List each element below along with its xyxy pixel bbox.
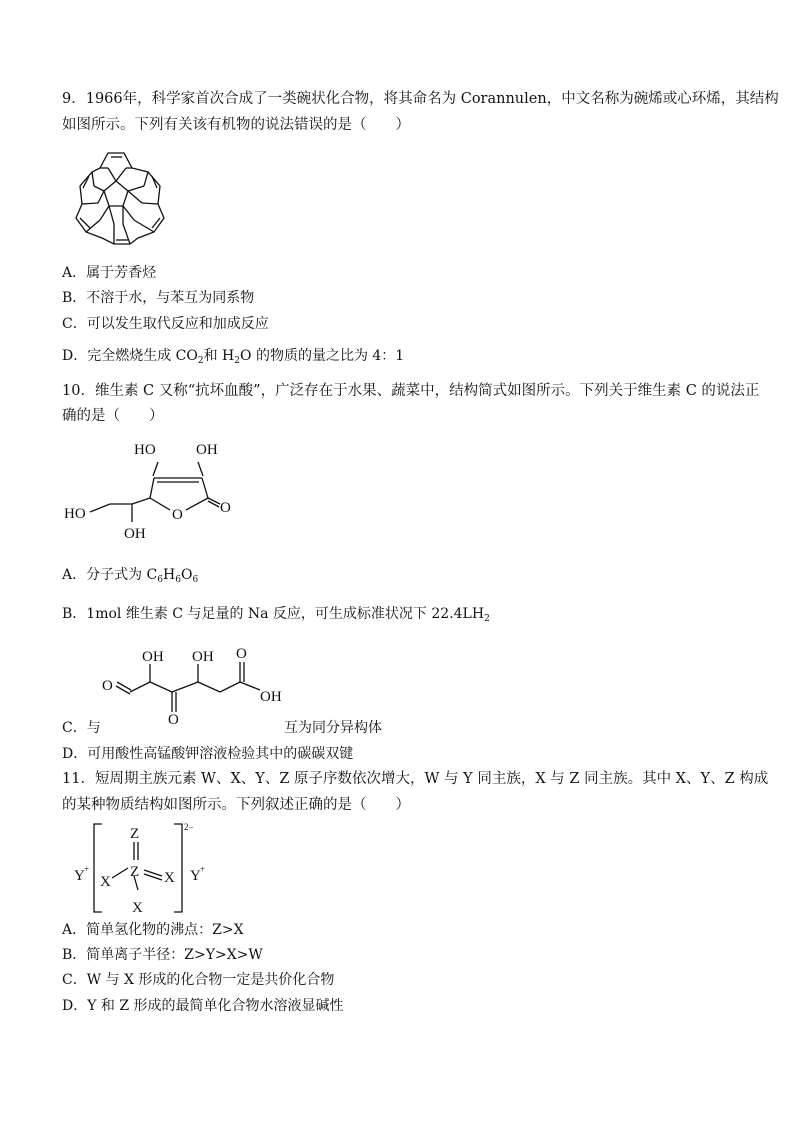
q10-option-c-prefix: C．与 bbox=[62, 720, 101, 736]
vitc-carbonyl-o-label: O bbox=[220, 500, 231, 516]
chain-acid-oh-label: OH bbox=[260, 689, 282, 705]
z-center-label: Z bbox=[130, 864, 140, 880]
vitc-ring-o-label: O bbox=[172, 507, 183, 523]
x-bottom-label: X bbox=[132, 900, 143, 916]
vitc-oh-bottom-label: OH bbox=[124, 526, 146, 542]
q9-stem-line1: 9．1966年，科学家首次合成了一类碗状化合物，将其命名为 Corannulen，中文名称为碗烯或心环烯，其结构 bbox=[62, 91, 779, 107]
q10-option-a: A．分子式为 $C_6H_6O_6$ bbox=[62, 567, 199, 585]
q10-option-c-suffix: 互为同分异构体 bbox=[284, 720, 382, 736]
chain-acid-o-label: O bbox=[236, 646, 247, 662]
q11-option-a: A．简单氢化物的沸点：Z>X bbox=[62, 922, 244, 938]
ion-charge-label: 2− bbox=[184, 822, 194, 832]
vitc-oh-label: OH bbox=[196, 442, 218, 458]
xyz-ion-structure bbox=[70, 820, 220, 918]
x-right-label: X bbox=[164, 870, 175, 886]
q10-stem-line2: 确的是（ ） bbox=[62, 408, 164, 424]
q11-option-c: C．W 与 X 形成的化合物一定是共价化合物 bbox=[62, 972, 335, 988]
q10-option-b: B．1mol 维生素 C 与足量的 Na 反应，可生成标准状况下 $22.4LH_2$ bbox=[62, 606, 490, 624]
chain-oh1-label: OH bbox=[142, 649, 164, 665]
q9-option-b: B．不溶于水，与苯互为同系物 bbox=[62, 290, 255, 306]
q9-option-d: D．完全燃烧生成 $CO_2$和 $H_2O$ 的物质的量之比为 4：1 bbox=[62, 348, 405, 366]
q9-stem-line2: 如图所示。下列有关该有机物的说法错误的是（ ） bbox=[62, 117, 410, 133]
q11-stem-line2: 的某种物质结构如图所示。下列叙述正确的是（ ） bbox=[62, 797, 410, 813]
q11-option-d: D．Y 和 Z 形成的最简单化合物水溶液显碱性 bbox=[62, 998, 344, 1014]
y-right-label: Y bbox=[190, 868, 201, 884]
isomer-chain-structure bbox=[100, 646, 300, 728]
q11-option-b: B．简单离子半径：Z>Y>X>W bbox=[62, 947, 263, 963]
chain-o-left-label: O bbox=[102, 678, 113, 694]
vitc-ho-left-label: HO bbox=[64, 506, 86, 522]
q9-option-a: A．属于芳香烃 bbox=[62, 265, 157, 281]
q9-option-c: C．可以发生取代反应和加成反应 bbox=[62, 316, 269, 332]
y-right-charge: + bbox=[200, 864, 206, 874]
q10-option-d: D．可用酸性高锰酸钾溶液检验其中的碳碳双键 bbox=[62, 746, 354, 762]
vitc-ho-label: HO bbox=[134, 442, 156, 458]
y-left-charge: + bbox=[84, 864, 90, 874]
chain-oh2-label: OH bbox=[192, 649, 214, 665]
corannulene-structure bbox=[68, 148, 178, 248]
x-left-label: X bbox=[100, 874, 111, 890]
chain-keto-o-label: O bbox=[168, 712, 179, 728]
y-left-label: Y bbox=[74, 868, 85, 884]
q11-stem-line1: 11．短周期主族元素 W、X、Y、Z 原子序数依次增大，W 与 Y 同主族，X 与 Z 同主族。其中 X、Y、Z 构成 bbox=[62, 771, 769, 787]
vitamin-c-structure bbox=[62, 432, 262, 552]
q10-stem-line1: 10．维生素 C 又称“抗坏血酸”，广泛存在于水果、蔬菜中，结构简式如图所示。下列关于维生素 C 的说法正 bbox=[62, 383, 760, 399]
z-top-label: Z bbox=[130, 826, 140, 842]
